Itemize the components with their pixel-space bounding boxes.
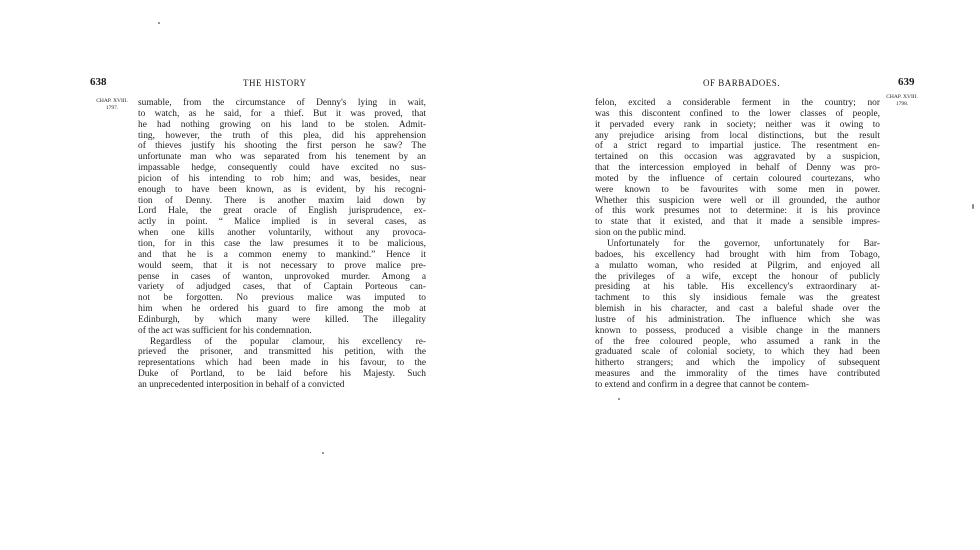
text-line: badoes, his excellency had brought with him from Tobago, — [595, 249, 880, 260]
text-line: unfortunate man who was separated from his tenement by an — [138, 152, 426, 163]
body-text — [595, 98, 880, 391]
text-line: any prejudice arising from local distinctions, but the result — [595, 130, 880, 141]
text-line: was this discontent confined to the lower classes of people, — [595, 108, 880, 119]
text-line: he had nothing growing on his land to be stolen. Admit- — [138, 119, 426, 130]
text-line: to state that it existed, and that it made a sensible impres- — [595, 217, 880, 228]
text-line: ting, however, the truth of this plea, did his apprehension — [138, 130, 426, 141]
text-line: an unprecedented interposition in behalf of a convicted — [138, 379, 345, 390]
text-line: tachment to this sly insidious female was the greatest — [595, 293, 880, 304]
margin-note — [882, 94, 922, 107]
text-line: to extend and confirm in a degree that cannot be contem- — [595, 379, 809, 390]
running-head: OF BARBADOES. — [703, 78, 781, 88]
text-line: when one kills another voluntarily, without any provoca- — [138, 228, 426, 239]
margin-note-year: 1797. — [105, 104, 119, 111]
text-line: known to possess, produced a visible change in the manners — [595, 325, 880, 336]
text-line: Duke of Portland, to be laid before his Majesty. Such — [138, 369, 426, 380]
text-line: measures and the immorality of the times have contributed — [595, 369, 880, 380]
text-line: were known to be favourites with some men in power. — [595, 184, 880, 195]
text-line: would seem, that it is not necessary to prove malice pre- — [138, 260, 426, 271]
text-line: not be forgotten. No previous malice was imputed to — [138, 293, 426, 304]
text-line: of the act was sufficient for his condemnation. — [138, 325, 312, 336]
text-line: actly in point. “ Malice implied is in several cases, as — [138, 217, 426, 228]
text-line: variety of adjudged cases, that of Captain Porteous can- — [138, 282, 426, 293]
text-line: presiding at his table. His excellency's extraordinary at- — [595, 282, 880, 293]
running-head: THE HISTORY — [243, 78, 307, 88]
text-line: it pervaded every rank in society; neither was it owing to — [595, 119, 880, 130]
text-line: of the free coloured people, who assumed a rank in the — [595, 336, 880, 347]
text-line: Lord Hale, the great oracle of English jurisprudence, ex- — [138, 206, 426, 217]
text-line: picion of his intending to rob him; and was, besides, near — [138, 173, 426, 184]
text-line: hitherto strangers; and which the impolicy of subsequent — [595, 358, 880, 369]
text-line: him when he ordered his guard to fire among the mob at — [138, 304, 426, 315]
text-line: moted by the influence of certain coloured courtezans, who — [595, 173, 880, 184]
right-page — [490, 0, 980, 550]
text-line: tion of Denny. There is another maxim laid down by — [138, 195, 426, 206]
scan-speck — [972, 204, 974, 209]
text-line: tion, for in this case the law presumes it to be malicious, — [138, 238, 426, 249]
text-line: pense in cases of wanton, unprovoked murder. Among a — [138, 271, 426, 282]
text-line: Edinburgh, by which many were killed. The illegality — [138, 314, 426, 325]
text-line: felon, excited a considerable ferment in the country; nor — [595, 98, 880, 108]
text-line: Unfortunately for the governor, unfortunately for Bar- — [607, 238, 880, 249]
page-number: 638 — [90, 76, 107, 88]
text-line: blemish in his character, and cast a baleful shade over the — [595, 304, 880, 315]
scan-speck — [158, 22, 160, 24]
text-line: of a strict regard to impartial justice. The resentment en- — [595, 141, 880, 152]
text-line: of thieves justify his shooting the first person he saw? The — [138, 141, 426, 152]
text-line: graduated scale of colonial society, to which they had been — [595, 347, 880, 358]
margin-note-chapter: CHAP. XVIII. — [96, 98, 128, 104]
body-text — [138, 98, 426, 391]
page-number: 639 — [898, 76, 915, 88]
text-line: tertained on this occasion was aggravated by a suspicion, — [595, 152, 880, 163]
text-line: representations which had been made in his favour, to the — [138, 358, 426, 369]
text-line: the privileges of a wife, except the honour of publicly — [595, 271, 880, 282]
text-line: prieved the prisoner, and transmitted his petition, with the — [138, 347, 426, 358]
margin-note-chapter: CHAP. XVIII. — [886, 94, 918, 100]
text-line: and that he is a common enemy to mankind.” Hence it — [138, 249, 426, 260]
text-line: enough to have been known, as is evident, by his recogni- — [138, 184, 426, 195]
text-line: Whether this suspicion were well or ill grounded, the author — [595, 195, 880, 206]
text-line: to watch, as he said, for a thief. But it was proved, that — [138, 108, 426, 119]
scan-speck — [618, 398, 620, 400]
text-line: lustre of his administration. The influence which she was — [595, 314, 880, 325]
text-line: that the intercession employed in behalf of Denny was pro- — [595, 163, 880, 174]
margin-note — [93, 98, 131, 111]
text-line: sumable, from the circumstance of Denny's lying in wait, — [138, 98, 426, 108]
text-line: a mulatto woman, who resided at Pilgrim, and enjoyed all — [595, 260, 880, 271]
text-line: impassable hedge, consequently could have excited no sus- — [138, 163, 426, 174]
text-line: Regardless of the popular clamour, his excellency re- — [150, 336, 426, 347]
margin-note-year: 1798. — [895, 100, 909, 107]
scan-speck — [322, 452, 324, 454]
text-line: sion on the public mind. — [595, 228, 686, 239]
text-line: of this work presumes not to determine: it is his province — [595, 206, 880, 217]
